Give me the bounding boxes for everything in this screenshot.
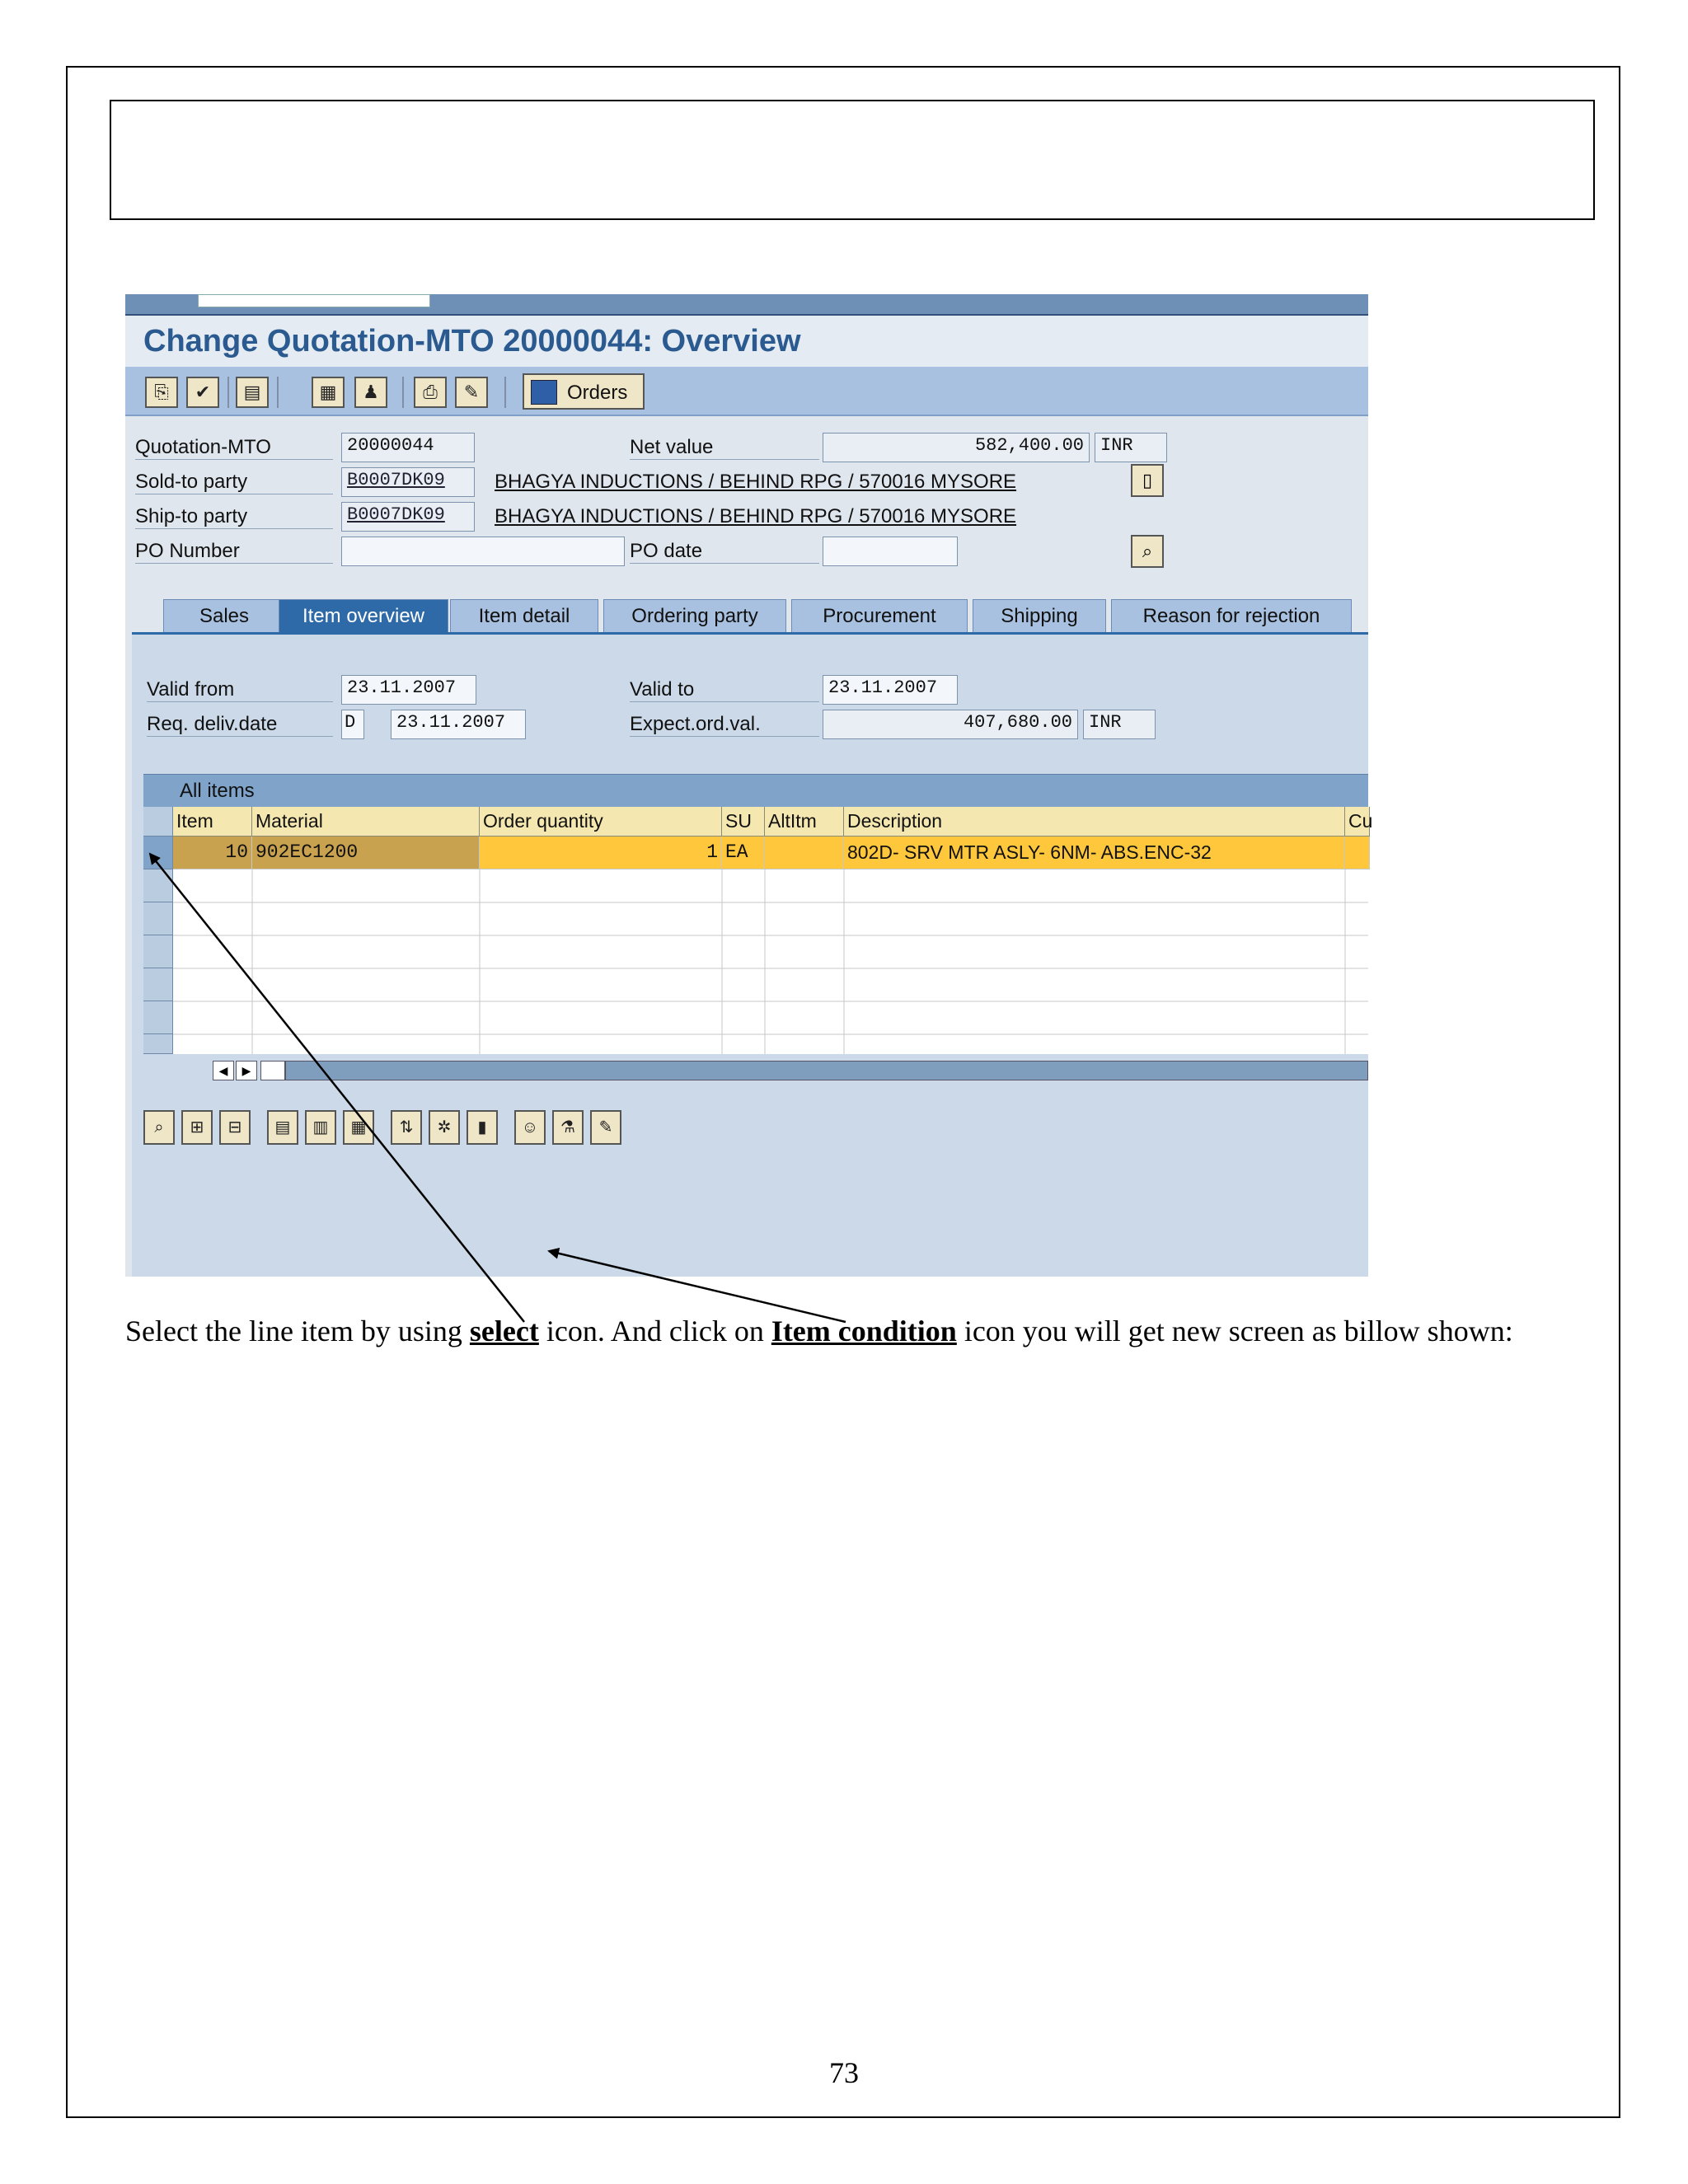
- select-arrow: [150, 854, 524, 1322]
- net-value-label: Net value: [630, 436, 819, 460]
- ship-to-name[interactable]: BHAGYA INDUCTIONS / BEHIND RPG / 570016 MYSORE: [495, 505, 1017, 527]
- expect-ord-val-label: Expect.ord.val.: [630, 713, 819, 737]
- net-value-field[interactable]: 582,400.00: [823, 433, 1090, 462]
- availability-icon[interactable]: ⚗: [552, 1110, 584, 1145]
- tab-shipping[interactable]: Shipping: [973, 599, 1106, 632]
- delete-row-icon[interactable]: ⊟: [219, 1110, 251, 1145]
- sold-to-label: Sold-to party: [135, 471, 333, 494]
- orders-button-label: Orders: [567, 382, 628, 404]
- edit-item-icon[interactable]: ✎: [590, 1110, 621, 1145]
- sold-to-name[interactable]: BHAGYA INDUCTIONS / BEHIND RPG / 570016 MYSORE: [495, 471, 1017, 493]
- expect-currency-field[interactable]: INR: [1083, 710, 1156, 739]
- configuration-icon[interactable]: ✲: [429, 1110, 460, 1145]
- select-all-icon[interactable]: ▤: [267, 1110, 298, 1145]
- screen-title: Change Quotation-MTO 20000044: Overview: [143, 324, 801, 359]
- po-date-label: PO date: [630, 540, 819, 564]
- scroll-left-icon[interactable]: ◀: [213, 1061, 234, 1080]
- caption-item-condition: Item condition: [771, 1315, 957, 1347]
- sold-to-field[interactable]: B0007DK09: [341, 467, 475, 497]
- header-icon[interactable]: ▤: [236, 377, 269, 408]
- col-cu[interactable]: Cu: [1345, 807, 1370, 837]
- select-block-icon[interactable]: ▥: [305, 1110, 336, 1145]
- col-description[interactable]: Description: [844, 807, 1345, 837]
- tab-sales[interactable]: Sales: [163, 599, 285, 632]
- cancel-icon[interactable]: ✎: [455, 377, 488, 408]
- tab-item-detail[interactable]: Item detail: [450, 599, 598, 632]
- tab-reason-for-rejection[interactable]: Reason for rejection: [1111, 599, 1352, 632]
- instruction-caption: [125, 1312, 1576, 1350]
- col-order-quantity[interactable]: Order quantity: [480, 807, 722, 837]
- po-number-label: PO Number: [135, 540, 333, 564]
- all-items-title: All items: [180, 780, 255, 802]
- valid-to-label: Valid to: [630, 678, 819, 702]
- display-change-icon[interactable]: ⎘: [145, 377, 178, 408]
- insert-row-icon[interactable]: ⊞: [181, 1110, 213, 1145]
- tab-item-overview[interactable]: Item overview: [279, 599, 448, 632]
- col-altitm[interactable]: AltItm: [765, 807, 844, 837]
- req-deliv-date-label: Req. deliv.date: [147, 713, 333, 737]
- display-detail-icon[interactable]: ⌕: [1131, 535, 1164, 568]
- sort-icon[interactable]: ⇅: [391, 1110, 422, 1145]
- item-details-icon[interactable]: ⌕: [143, 1110, 175, 1145]
- valid-to-field[interactable]: 23.11.2007: [823, 675, 958, 705]
- ship-to-label: Ship-to party: [135, 505, 333, 529]
- print-icon[interactable]: ⎙: [414, 377, 447, 408]
- cell-material[interactable]: 902EC1200: [252, 837, 480, 869]
- scroll-right-icon[interactable]: ▶: [236, 1061, 257, 1080]
- col-material[interactable]: Material: [252, 807, 480, 837]
- expect-ord-val-field[interactable]: 407,680.00: [823, 710, 1078, 739]
- page-number: 73: [829, 2056, 859, 2089]
- item-condition-icon[interactable]: ☺: [514, 1110, 546, 1145]
- deselect-all-icon[interactable]: ▦: [343, 1110, 374, 1145]
- valid-from-field[interactable]: 23.11.2007: [341, 675, 476, 705]
- schedule-lines-icon[interactable]: ▮: [467, 1110, 498, 1145]
- cell-description[interactable]: 802D- SRV MTR ASLY- 6NM- ABS.ENC-32: [844, 837, 1345, 869]
- status-icon[interactable]: ♟: [354, 377, 387, 408]
- cell-item[interactable]: 10: [173, 837, 252, 869]
- caption-part2: icon. And click on: [538, 1315, 771, 1347]
- col-item[interactable]: Item: [173, 807, 252, 837]
- req-deliv-date-field[interactable]: 23.11.2007: [391, 710, 526, 739]
- quotation-label: Quotation-MTO: [135, 436, 333, 460]
- tab-procurement[interactable]: Procurement: [791, 599, 968, 632]
- cell-order-quantity[interactable]: 1: [480, 837, 722, 869]
- cell-su[interactable]: EA: [722, 837, 765, 869]
- document-flow-icon[interactable]: ▦: [312, 377, 345, 408]
- check-icon[interactable]: ✔: [186, 377, 219, 408]
- quotation-number-field[interactable]: 20000044: [341, 433, 475, 462]
- col-su[interactable]: SU: [722, 807, 765, 837]
- partner-details-icon[interactable]: ▯: [1131, 464, 1164, 497]
- valid-from-label: Valid from: [147, 678, 333, 702]
- ship-to-field[interactable]: B0007DK09: [341, 502, 475, 532]
- caption-select-word: select: [469, 1315, 539, 1347]
- currency-field[interactable]: INR: [1095, 433, 1167, 462]
- caption-part1: Select the line item by using: [125, 1315, 470, 1347]
- tab-ordering-party[interactable]: Ordering party: [603, 599, 786, 632]
- caption-part3: icon you will get new screen as billow shown:: [956, 1315, 1513, 1347]
- date-type-field[interactable]: D: [341, 710, 364, 739]
